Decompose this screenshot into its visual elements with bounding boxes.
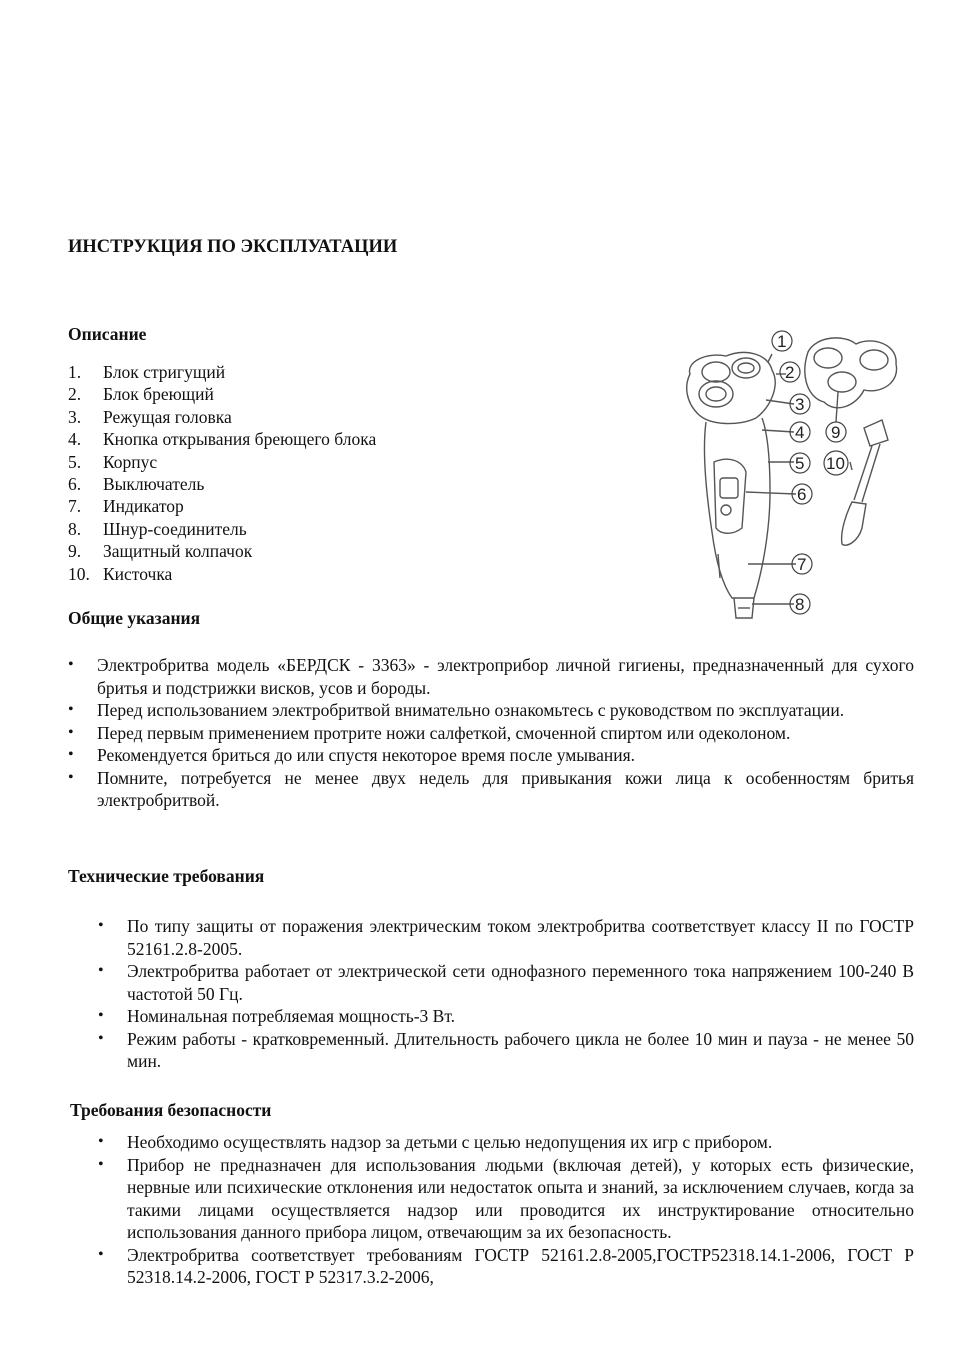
list-item: • Необходимо осуществлять надзор за детьми с целью недопущения их игр с прибором.	[98, 1132, 773, 1152]
bullet-icon: •	[98, 1007, 104, 1024]
list-item: • Электробритва модель «БЕРДСК - 3363» - электроприбор личной гигиены, предназначенный для сухого бритья и подстрижки висков, усов и бороды.	[68, 655, 914, 698]
shaver-illustration	[676, 322, 916, 632]
callout-label: 10	[826, 454, 845, 473]
list-item: 6. Выключатель	[68, 473, 205, 494]
general-list	[68, 654, 914, 812]
list-item: • Рекомендуется бриться до или спустя некоторое время после умывания.	[68, 745, 636, 765]
bullet-icon: •	[98, 1155, 104, 1173]
list-item: • Перед первым применением протрите ножи салфеткой, смоченной спиртом или одеколоном.	[68, 722, 791, 743]
list-item: 4. Кнопка открывания бреющего блока	[68, 429, 377, 450]
bullet-icon: •	[68, 656, 74, 673]
list-item: 5. Корпус	[68, 451, 158, 472]
bullet-icon: •	[98, 917, 104, 934]
bullet-icon: •	[98, 962, 104, 979]
callout-label: 7	[797, 555, 807, 574]
callout-label: 6	[797, 485, 807, 504]
bullet-icon: •	[98, 1029, 104, 1047]
bullet-icon: •	[68, 723, 74, 741]
bullet-icon: •	[68, 701, 74, 718]
page-title: ИНСТРУКЦИЯ ПО ЭКСПЛУАТАЦИИ	[68, 237, 398, 257]
list-item: • Номинальная потребляемая мощность-3 Вт.	[98, 1006, 456, 1026]
bullet-icon: •	[68, 746, 74, 763]
safety-list	[98, 1131, 914, 1289]
callout-label: 5	[795, 454, 805, 473]
description-heading: Описание	[68, 324, 147, 344]
bullet-icon: •	[98, 1133, 104, 1150]
callout-label: 2	[785, 363, 795, 382]
technical-heading: Технические требования	[68, 866, 265, 886]
list-item: • Режим работы - кратковременный. Длительность рабочего цикла не более 10 мин и пауза - не менее 50 мин.	[98, 1028, 914, 1071]
callout-label: 8	[795, 595, 805, 614]
callout-label: 1	[777, 332, 787, 351]
list-item: 3. Режущая головка	[68, 406, 232, 427]
list-item: • Помните, потребуется не менее двух недель для привыкания кожи лица к особенностям бритья электробритвой.	[68, 767, 914, 810]
list-item: 2. Блок бреющий	[68, 384, 214, 405]
list-item: • Электробритва работает от электрической сети однофазного переменного тока напряжением 100-240 В частотой 50 Гц.	[98, 961, 914, 1004]
bullet-icon: •	[98, 1245, 104, 1263]
list-item: 10. Кисточка	[68, 563, 173, 584]
list-item: • По типу защиты от поражения электрическим током электробритва соответствует классу II по ГОСТР 52161.2.8-2005.	[98, 916, 914, 959]
safety-heading: Требования безопасности	[70, 1100, 272, 1120]
list-item: • Прибор не предназначен для использования людьми (включая детей), у которых есть физические, нервные или психические отклонения или недостаток опыта и знаний, за исключением случаев, когда за такими лицами осуществляется надзор или проводится их инструктирование относительно использования данного прибора лицом, отвечающим за их безопасность.	[98, 1154, 914, 1242]
callout-label: 3	[795, 395, 805, 414]
callout-label: 9	[831, 423, 841, 442]
general-heading: Общие указания	[68, 608, 201, 628]
shaver-diagram	[676, 322, 916, 632]
list-item: 8. Шнур-соединитель	[68, 518, 247, 539]
bullet-icon: •	[68, 768, 74, 786]
callout-label: 4	[795, 423, 805, 442]
list-item: 1. Блок стригущий	[68, 362, 226, 382]
list-item: • Электробритва соответствует требованиям ГОСТР 52161.2.8-2005,ГОСТР52318.14.1-2006, ГОСТ Р 52318.14.2-2006, ГОСТ Р 52317.3.2-2006,	[98, 1244, 914, 1287]
list-item: 7. Индикатор	[68, 496, 184, 517]
parts-list	[68, 361, 376, 585]
technical-list	[98, 915, 914, 1073]
list-item: • Перед использованием электробритвой внимательно ознакомьтесь с руководством по эксплуатации.	[68, 700, 845, 720]
list-item: 9. Защитный колпачок	[68, 541, 253, 562]
